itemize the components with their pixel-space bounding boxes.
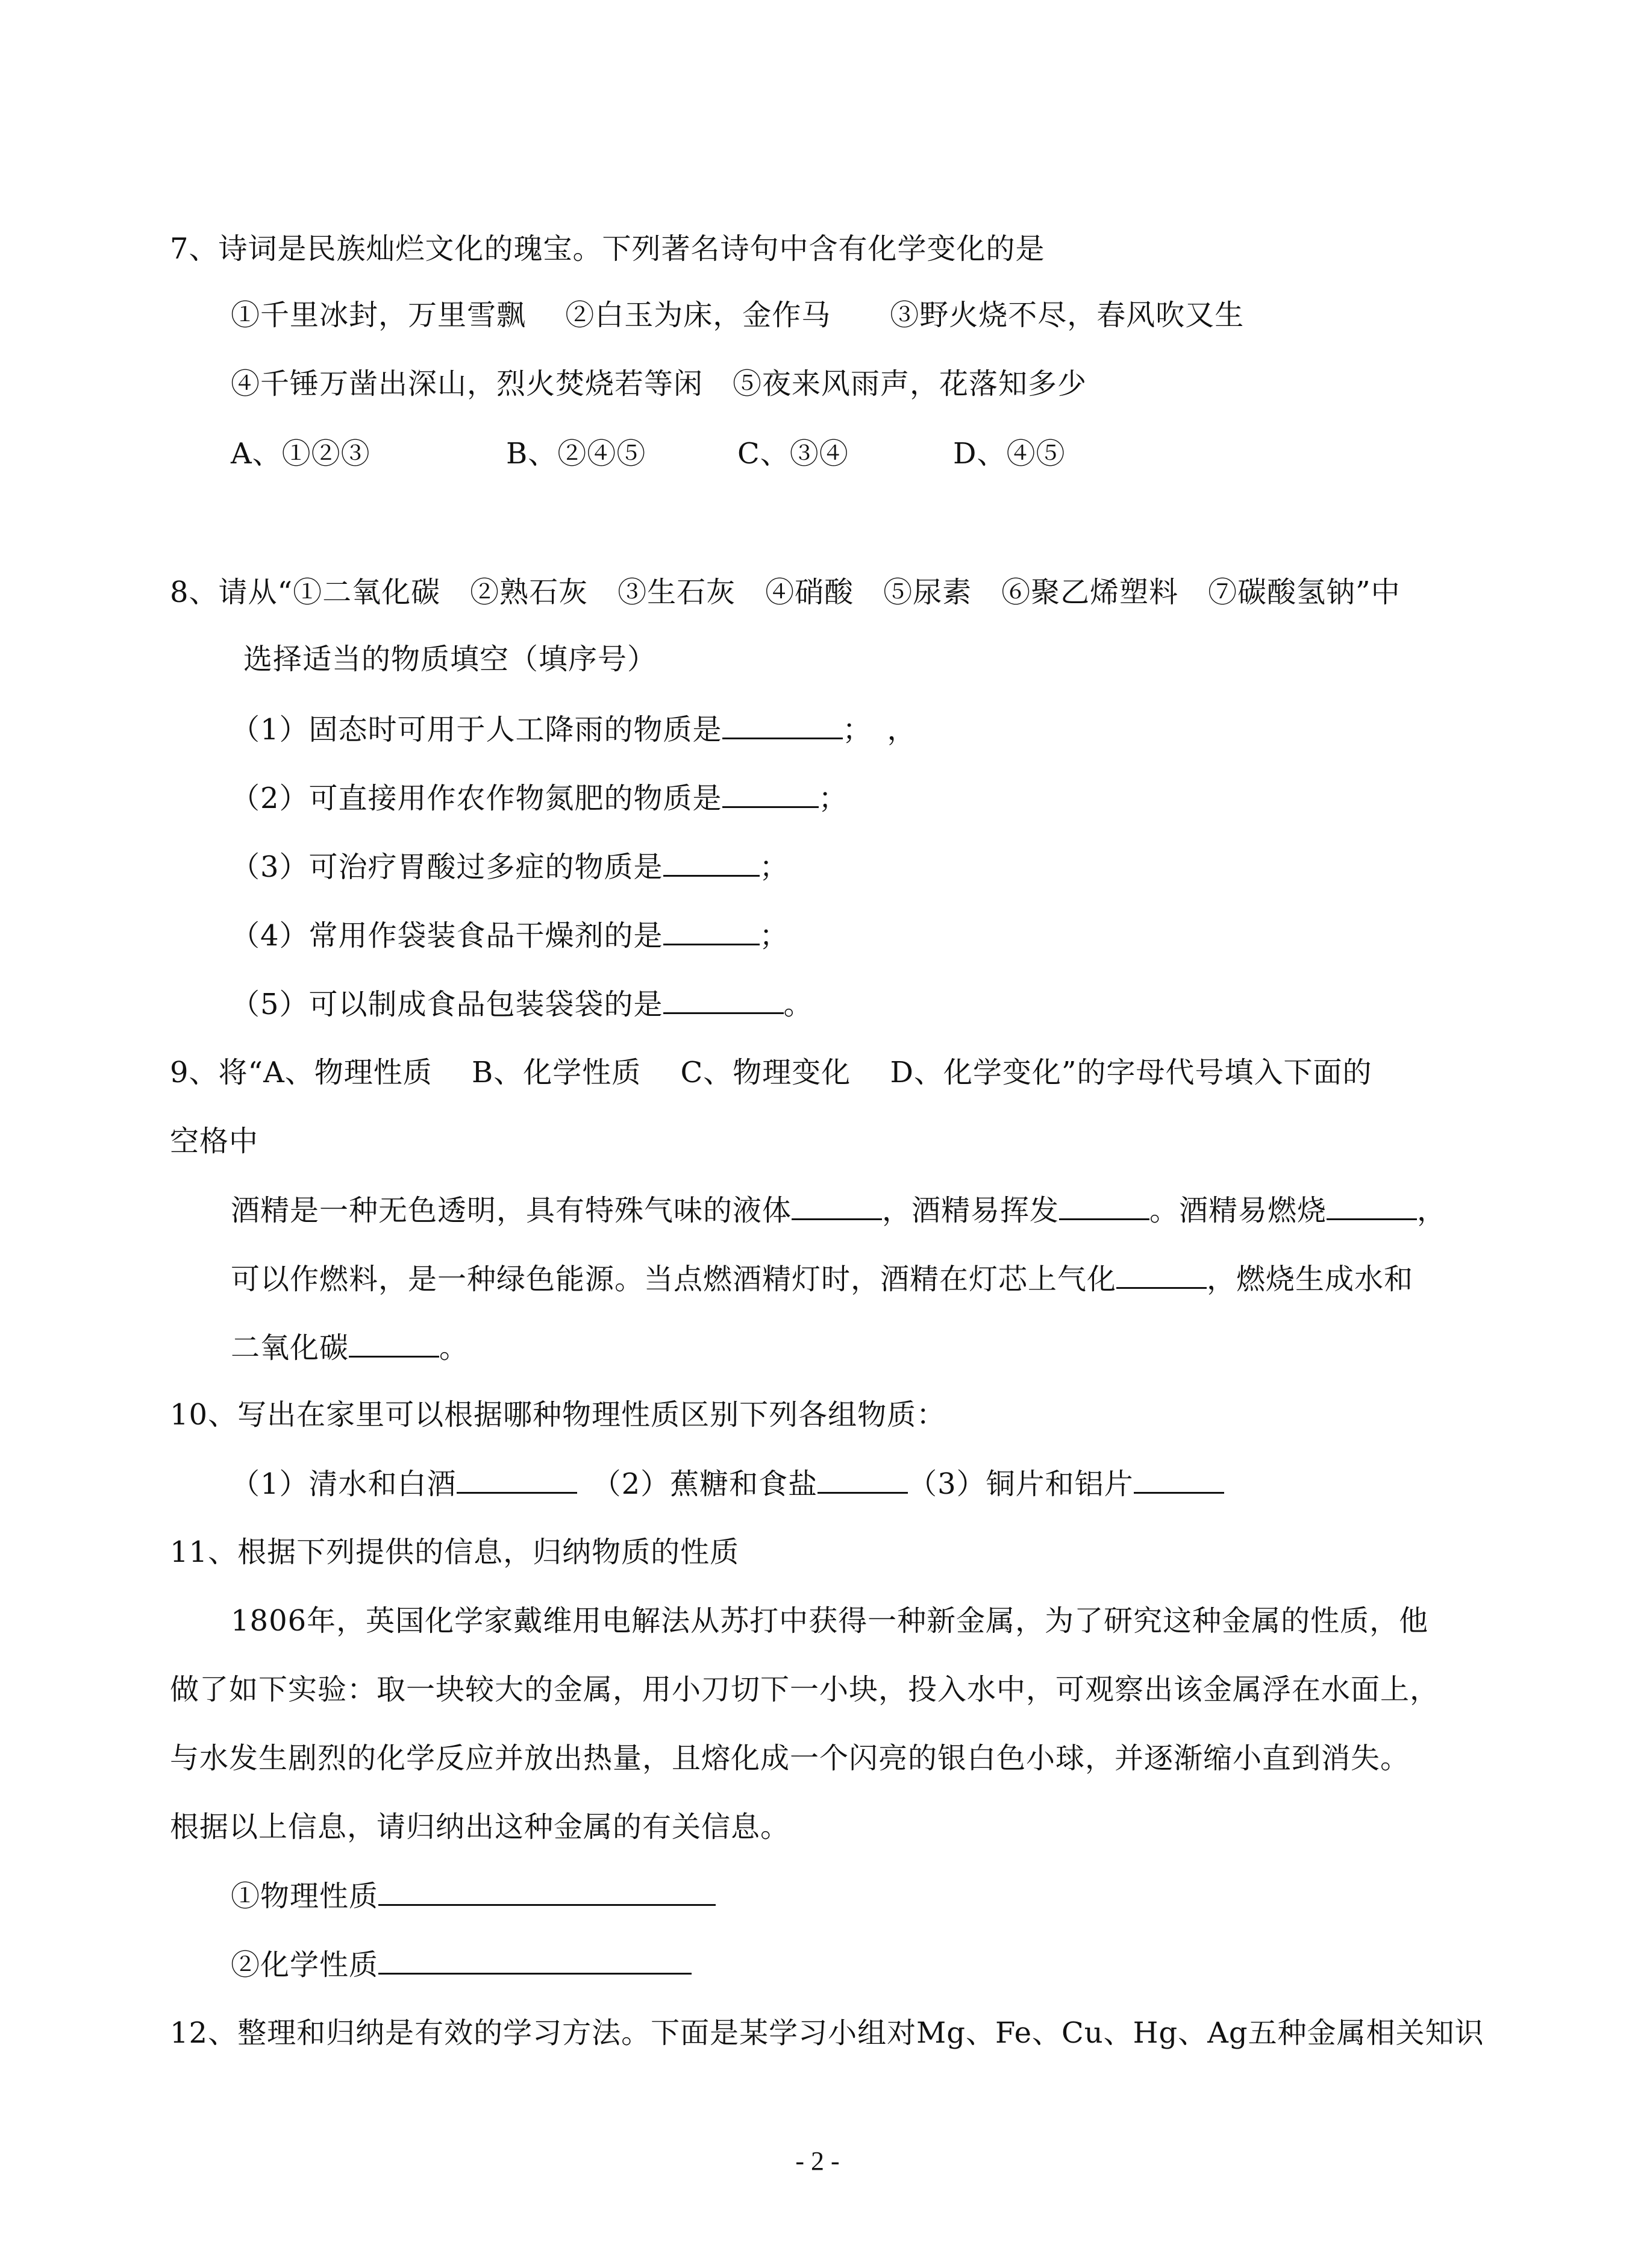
q8-item-2-text: （2）可直接用作农作物氮肥的物质是 xyxy=(231,782,722,815)
q9-stem-2: 空格中 xyxy=(170,1124,259,1158)
q9-para-line-1 xyxy=(231,1192,1446,1229)
q9-p1d: ， xyxy=(1417,1194,1447,1227)
q8-item-2 xyxy=(231,780,848,816)
q7-line-1: ①千里冰封，万里雪飘 ②白玉为床，金作马 ③野火烧不尽，春风吹又生 xyxy=(231,298,1245,332)
answer-blank[interactable] xyxy=(663,848,760,877)
q8-item-2-tail: ； xyxy=(818,782,848,815)
answer-blank[interactable] xyxy=(378,1946,692,1975)
q11-physical-label: ①物理性质 xyxy=(231,1879,379,1913)
q9-p1c: 。酒精易燃烧 xyxy=(1149,1194,1327,1227)
q9-para-line-3 xyxy=(231,1329,469,1366)
page-number: - 2 - xyxy=(795,2146,840,2176)
q7-option-c: C、③④ xyxy=(737,437,849,471)
q8-stem: 8、请从“①二氧化碳 ②熟石灰 ③生石灰 ④硝酸 ⑤尿素 ⑥聚乙烯塑料 ⑦碳酸氢钠”中 xyxy=(170,575,1401,609)
answer-blank[interactable] xyxy=(663,917,760,945)
answer-blank[interactable] xyxy=(1327,1192,1417,1220)
q12-stem: 12、整理和归纳是有效的学习方法。下面是某学习小组对Mg、Fe、Cu、Hg、Ag五种金属相关知识 xyxy=(170,2016,1484,2050)
q11-para-line-4: 根据以上信息，请归纳出这种金属的有关信息。 xyxy=(170,1810,790,1844)
q11-para-line-2: 做了如下实验：取一块较大的金属，用小刀切下一小块，投入水中，可观察出该金属浮在水面上， xyxy=(170,1673,1440,1706)
q9-p3a: 二氧化碳 xyxy=(231,1331,349,1365)
answer-blank[interactable] xyxy=(818,1465,908,1494)
q7-option-b: B、②④⑤ xyxy=(506,437,646,471)
answer-blank[interactable] xyxy=(722,711,843,739)
q8-item-5 xyxy=(231,986,813,1023)
answer-blank[interactable] xyxy=(792,1192,882,1220)
q7-option-d: D、④⑤ xyxy=(953,437,1066,471)
q8-item-5-text: （5）可以制成食品包装袋袋的是 xyxy=(231,988,663,1021)
q10-stem: 10、写出在家里可以根据哪种物理性质区别下列各组物质： xyxy=(170,1398,946,1432)
q10-item-3: （3）铜片和铝片 xyxy=(908,1467,1134,1501)
q10-item-2: （2）蕉糖和食盐 xyxy=(606,1467,818,1501)
q11-physical-property xyxy=(231,1878,716,1914)
answer-blank[interactable] xyxy=(663,986,784,1014)
q8-item-5-tail: 。 xyxy=(783,988,813,1021)
q9-p1b: ，酒精易挥发 xyxy=(882,1194,1060,1227)
answer-blank[interactable] xyxy=(1134,1465,1224,1494)
answer-blank[interactable] xyxy=(1116,1261,1207,1289)
answer-blank[interactable] xyxy=(1059,1192,1149,1220)
q7-option-a: A、①②③ xyxy=(231,437,370,471)
q8-item-4 xyxy=(231,917,789,954)
q10-items xyxy=(231,1465,1224,1502)
q11-stem: 11、根据下列提供的信息，归纳物质的性质 xyxy=(170,1535,740,1569)
q11-para-line-1: 1806年，英国化学家戴维用电解法从苏打中获得一种新金属，为了研究这种金属的性质，他 xyxy=(231,1604,1429,1638)
q8-item-3-tail: ； xyxy=(759,850,789,884)
q7-stem: 7、诗词是民族灿烂文化的瑰宝。下列著名诗句中含有化学变化的是 xyxy=(170,232,1045,266)
q8-item-1 xyxy=(231,711,917,748)
q8-item-4-text: （4）常用作袋装食品干燥剂的是 xyxy=(231,919,663,953)
q7-line-2: ④千锤万凿出深山，烈火焚烧若等闲 ⑤夜来风雨声，花落知多少 xyxy=(231,367,1087,401)
q11-chemical-property xyxy=(231,1946,692,1983)
q8-item-3-text: （3）可治疗胃酸过多症的物质是 xyxy=(231,850,663,884)
q9-p1a: 酒精是一种无色透明，具有特殊气味的液体 xyxy=(231,1194,792,1227)
q9-p2a: 可以作燃料，是一种绿色能源。当点燃酒精灯时，酒精在灯芯上气化 xyxy=(231,1262,1117,1296)
q8-item-3 xyxy=(231,848,789,885)
q9-p3b: 。 xyxy=(439,1331,469,1365)
q11-chemical-label: ②化学性质 xyxy=(231,1948,379,1982)
q9-p2b: ，燃烧生成水和 xyxy=(1207,1262,1414,1296)
answer-blank[interactable] xyxy=(349,1329,439,1358)
answer-blank[interactable] xyxy=(457,1465,577,1494)
q10-item-1: （1）清水和白酒 xyxy=(231,1467,457,1501)
q8-item-4-tail: ； xyxy=(759,919,789,953)
q8-stem-2: 选择适当的物质填空（填序号） xyxy=(243,642,657,676)
q8-item-1-text: （1）固态时可用于人工降雨的物质是 xyxy=(231,713,722,747)
q8-item-1-tail: ； ， xyxy=(842,713,917,747)
q11-para-line-3: 与水发生剧烈的化学反应并放出热量，且熔化成一个闪亮的银白色小球，并逐渐缩小直到消失。 xyxy=(170,1741,1410,1775)
answer-blank[interactable] xyxy=(722,780,819,808)
q9-stem: 9、将“A、物理性质 B、化学性质 C、物理变化 D、化学变化”的字母代号填入下面的 xyxy=(170,1056,1372,1089)
q9-para-line-2 xyxy=(231,1261,1413,1297)
answer-blank[interactable] xyxy=(378,1878,716,1906)
